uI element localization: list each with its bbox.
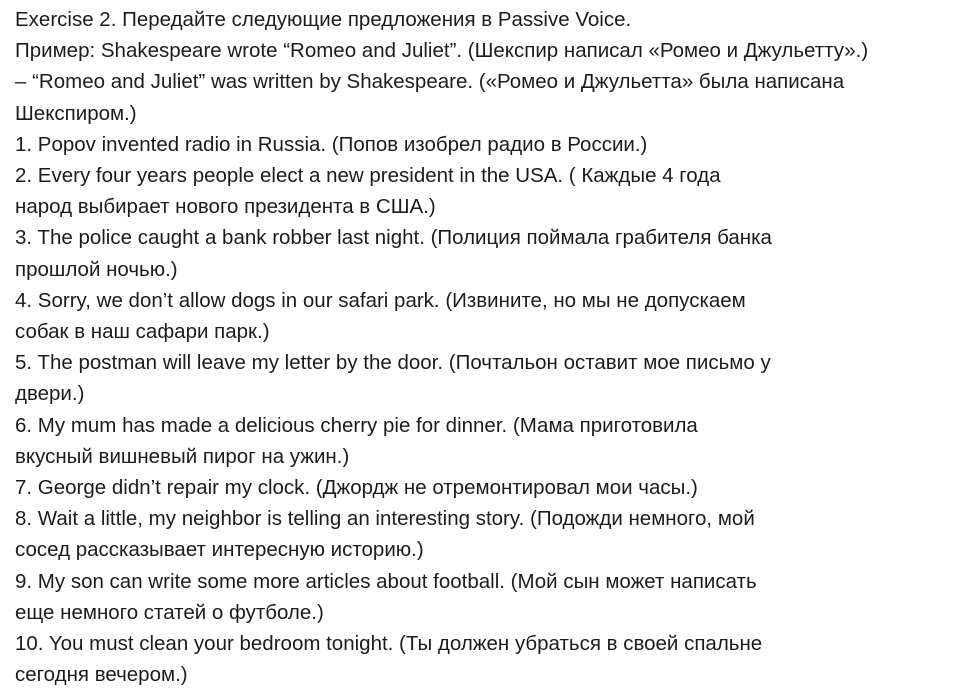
sentence-9-continued: еще немного статей о футболе.)	[15, 600, 324, 624]
sentence-3-continued: прошлой ночью.)	[15, 257, 178, 281]
example-line: – “Romeo and Juliet” was written by Shakespeare. («Ромео и Джульетта» была написана	[15, 70, 845, 94]
sentence-2-continued: народ выбирает нового президента в США.)	[15, 195, 436, 219]
sentence-3: 3. The police caught a bank robber last night. (Полиция поймала грабителя банка	[15, 226, 772, 250]
sentence-8-continued: сосед рассказывает интересную историю.)	[15, 538, 424, 562]
sentence-8: 8. Wait a little, my neighbor is telling an interesting story. (Подожди немного, мой	[15, 507, 755, 531]
example-line: Пример: Shakespeare wrote “Romeo and Juliet”. (Шекспир написал «Ромео и Джульетту».)	[15, 39, 869, 63]
sentence-10-continued: сегодня вечером.)	[15, 663, 188, 687]
exercise-title: Exercise 2. Передайте следующие предложения в Passive Voice.	[15, 8, 632, 31]
sentence-6-continued: вкусный вишневый пирог на ужин.)	[15, 444, 350, 468]
sentence-6: 6. My mum has made a delicious cherry pie for dinner. (Мама приготовила	[15, 413, 698, 437]
sentence-5: 5. The postman will leave my letter by the door. (Почтальон оставит мое письмо у	[15, 351, 771, 375]
sentence-1: 1. Popov invented radio in Russia. (Попов изобрел радио в России.)	[15, 132, 648, 156]
sentence-7: 7. George didn’t repair my clock. (Джордж не отремонтировал мои часы.)	[15, 476, 698, 500]
example-line: Шекспиром.)	[15, 101, 137, 125]
sentence-4: 4. Sorry, we don’t allow dogs in our safari park. (Извините, но мы не допускаем	[15, 288, 746, 312]
sentence-9: 9. My son can write some more articles about football. (Мой сын может написать	[15, 569, 757, 593]
sentence-5-continued: двери.)	[15, 382, 85, 406]
sentence-10: 10. You must clean your bedroom tonight. (Ты должен убраться в своей спальне	[15, 632, 763, 656]
sentence-4-continued: собак в наш сафари парк.)	[15, 320, 270, 344]
sentence-2: 2. Every four years people elect a new president in the USA. ( Каждые 4 года	[15, 164, 721, 188]
